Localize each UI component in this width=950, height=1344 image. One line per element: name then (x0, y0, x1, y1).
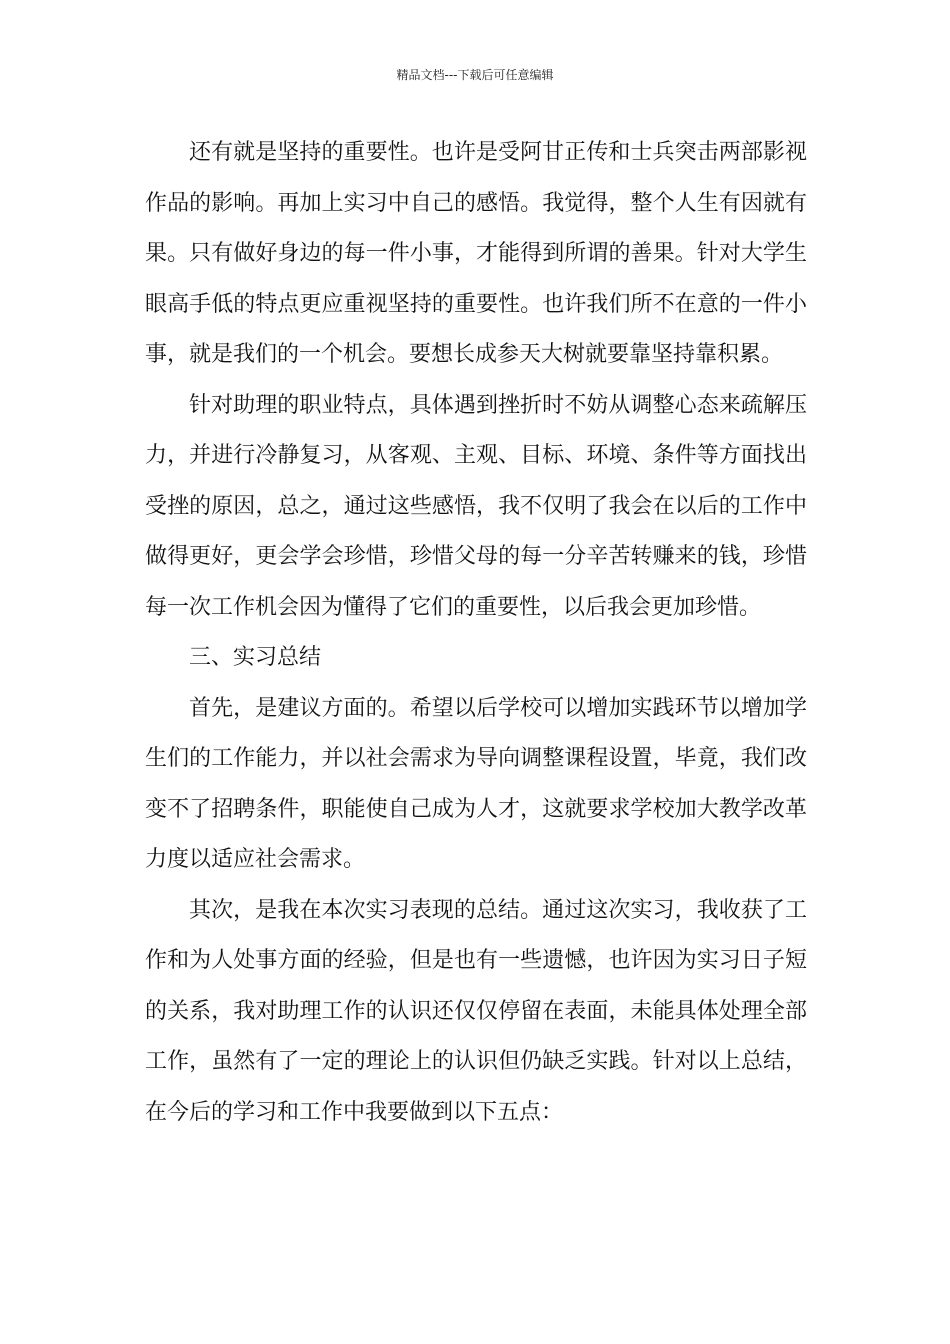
section-heading-internship-summary: 三、实习总结 (189, 645, 322, 670)
document-body (145, 128, 807, 1138)
page-header: 精品文档---下载后可任意编辑 (396, 68, 554, 82)
paragraph-assistant-traits: 针对助理的职业特点，具体遇到挫折时不妨从调整心态来疏解压力，并进行冷静复习，从客观、主观、目标、环境、条件等方面找出受挫的原因，总之，通过这些感悟，我不仅明了我会在以后的工作中做得更好，更会学会珍惜，珍惜父母的每一分辛苦转赚来的钱，珍惜每一次工作机会因为懂得了它们的重要性，以后我会更加珍惜。 (145, 392, 807, 620)
paragraph-performance-summary: 其次，是我在本次实习表现的总结。通过这次实习，我收获了工作和为人处事方面的经验，但是也有一些遗憾，也许因为实习日子短的关系，我对助理工作的认识还仅仅停留在表面，未能具体处理全部工作，虽然有了一定的理论上的认识但仍缺乏实践。针对以上总结，在今后的学习和工作中我要做到以下五点： (145, 897, 807, 1125)
paragraph-suggestions: 首先，是建议方面的。希望以后学校可以增加实践环节以增加学生们的工作能力，并以社会需求为导向调整课程设置，毕竟，我们改变不了招聘条件，职能使自己成为人才，这就要求学校加大教学改革力度以适应社会需求。 (145, 695, 807, 872)
paragraph-persistence: 还有就是坚持的重要性。也许是受阿甘正传和士兵突击两部影视作品的影响。再加上实习中自己的感悟。我觉得，整个人生有因就有果。只有做好身边的每一件小事，才能得到所谓的善果。针对大学生眼高手低的特点更应重视坚持的重要性。也许我们所不在意的一件小事，就是我们的一个机会。要想长成参天大树就要靠坚持靠积累。 (145, 140, 807, 367)
